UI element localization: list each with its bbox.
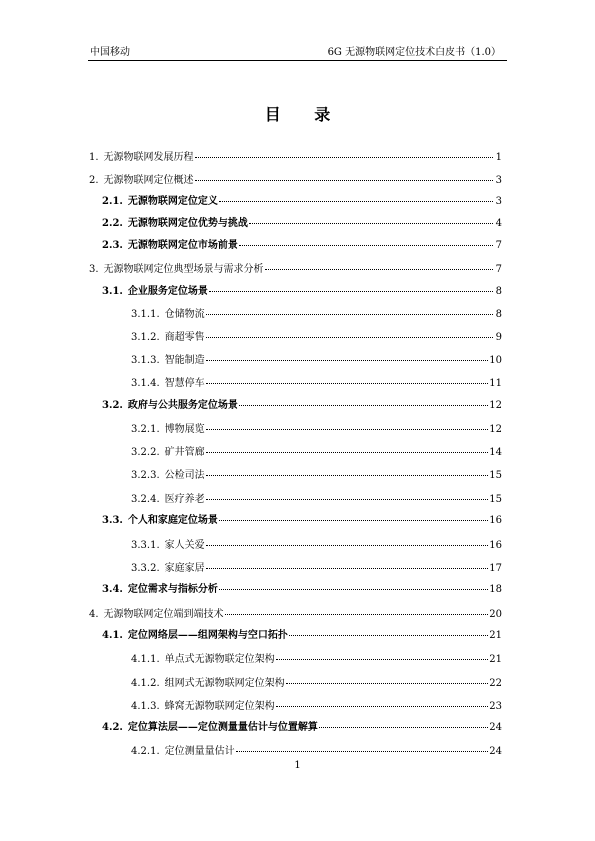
toc-entry-number: 2.2. — [102, 218, 123, 229]
toc-entry-label: 无源物联网定位典型场景与需求分析 — [103, 264, 264, 275]
toc-entry-number: 4.1.1. — [131, 654, 160, 665]
toc-entry-page: 3 — [495, 175, 502, 186]
toc-entry[interactable] — [131, 470, 502, 482]
toc-entry[interactable] — [131, 355, 502, 367]
toc-entry-label: 无源物联网定位概述 — [103, 175, 194, 186]
dot-leader — [276, 706, 489, 707]
toc-entry[interactable] — [131, 378, 502, 390]
toc-entry-number: 4.1.2. — [131, 678, 160, 689]
toc-entry[interactable] — [131, 746, 502, 758]
toc-entry-page: 16 — [489, 515, 502, 526]
toc-entry[interactable] — [102, 722, 502, 734]
toc-entry-number: 2.1. — [102, 196, 123, 207]
dot-leader — [219, 589, 488, 590]
toc-entry-number: 3.1.3. — [131, 355, 160, 366]
header-right: 6G 无源物联网定位技术白皮书（1.0） — [327, 47, 501, 58]
toc-entry-page: 24 — [489, 746, 502, 757]
toc-entry-number: 4.1.3. — [131, 701, 160, 712]
toc-entry-number: 2. — [89, 175, 99, 186]
toc-entry-label: 组网式无源物联网定位架构 — [164, 678, 285, 689]
toc-entry[interactable] — [102, 286, 502, 298]
toc-entry-label: 公检司法 — [164, 470, 205, 481]
toc-entry-page: 21 — [489, 654, 502, 665]
toc-entry-label: 商超零售 — [164, 332, 205, 343]
toc-entry[interactable] — [131, 309, 502, 321]
page-number: 1 — [294, 760, 301, 771]
toc-entry-page: 16 — [489, 540, 502, 551]
toc-entry-label: 无源物联网定位端到端技术 — [103, 609, 224, 620]
dot-leader — [195, 180, 493, 181]
toc-entry[interactable] — [131, 424, 502, 436]
toc-entry-label: 政府与公共服务定位场景 — [127, 400, 238, 411]
toc-entry-label: 个人和家庭定位场景 — [127, 515, 218, 526]
dot-leader — [276, 659, 489, 660]
toc-entry-page: 24 — [489, 722, 502, 733]
dot-leader — [286, 683, 489, 684]
toc-entry-number: 3.2.2. — [131, 447, 160, 458]
dot-leader — [206, 337, 493, 338]
dot-leader — [206, 568, 489, 569]
toc-entry[interactable] — [131, 678, 502, 690]
toc-entry-label: 定位算法层——定位测量量估计与位置解算 — [127, 722, 318, 733]
toc-entry-number: 3.1.4. — [131, 378, 160, 389]
toc-entry-number: 4. — [89, 609, 99, 620]
toc-entry-label: 单点式无源物联定位架构 — [164, 654, 275, 665]
toc-entry[interactable] — [131, 701, 502, 713]
page-title: 目 录 — [264, 105, 345, 124]
toc-entry[interactable] — [89, 264, 502, 276]
dot-leader — [219, 520, 488, 521]
toc-entry-number: 4.2. — [102, 722, 123, 733]
toc-entry-number: 4.1. — [102, 630, 123, 641]
toc-entry-label: 无源物联网定位定义 — [127, 196, 218, 207]
toc-entry-number: 3.3.1. — [131, 540, 160, 551]
toc-entry-page: 8 — [495, 286, 502, 297]
dot-leader — [289, 635, 488, 636]
toc-entry[interactable] — [131, 563, 502, 575]
toc-entry-page: 3 — [495, 196, 502, 207]
toc-entry-page: 15 — [489, 470, 502, 481]
toc-entry-page: 11 — [489, 378, 502, 389]
toc-entry-page: 7 — [495, 240, 502, 251]
dot-leader — [206, 383, 489, 384]
toc-entry-number: 3.3.2. — [131, 563, 160, 574]
toc-entry[interactable] — [102, 630, 502, 642]
toc-entry-page: 9 — [495, 332, 502, 343]
toc-entry-page: 20 — [489, 609, 502, 620]
header-left: 中国移动 — [90, 47, 130, 58]
toc-entry-page: 1 — [495, 152, 502, 163]
toc-entry[interactable] — [89, 175, 502, 187]
dot-leader — [206, 452, 489, 453]
toc-entry[interactable] — [102, 584, 502, 596]
toc-entry-label: 博物展览 — [164, 424, 205, 435]
dot-leader — [206, 499, 489, 500]
toc-entry-label: 矿井管廊 — [164, 447, 205, 458]
toc-entry-number: 3.2.3. — [131, 470, 160, 481]
toc-entry-page: 4 — [495, 218, 502, 229]
toc-entry-label: 智慧停车 — [164, 378, 205, 389]
toc-entry-number: 3.2.1. — [131, 424, 160, 435]
dot-leader — [239, 245, 493, 246]
toc-entry-page: 10 — [489, 355, 502, 366]
toc-entry-number: 3.1.2. — [131, 332, 160, 343]
toc-entry-page: 17 — [489, 563, 502, 574]
toc-entry-label: 定位测量量估计 — [164, 746, 235, 757]
dot-leader — [206, 360, 489, 361]
toc-entry[interactable] — [89, 609, 502, 621]
toc-entry-label: 蜂窝无源物联网定位架构 — [164, 701, 275, 712]
dot-leader — [206, 314, 493, 315]
toc-entry-page: 21 — [489, 630, 502, 641]
toc-entry-label: 无源物联网发展历程 — [103, 152, 194, 163]
toc-entry-page: 12 — [489, 400, 502, 411]
toc-entry-number: 4.2.1. — [131, 746, 160, 757]
toc-entry-number: 2.3. — [102, 240, 123, 251]
dot-leader — [249, 223, 493, 224]
toc-entry[interactable] — [131, 654, 502, 666]
toc-entry-number: 3.4. — [102, 584, 123, 595]
dot-leader — [206, 429, 489, 430]
toc-entry-page: 23 — [489, 701, 502, 712]
dot-leader — [265, 269, 493, 270]
dot-leader — [239, 405, 488, 406]
toc-entry-number: 3. — [89, 264, 99, 275]
toc-entry-number: 1. — [89, 152, 99, 163]
toc-entry[interactable] — [131, 332, 502, 344]
dot-leader — [209, 291, 493, 292]
dot-leader — [225, 614, 489, 615]
toc-entry-page: 15 — [489, 494, 502, 505]
toc-entry-label: 家人关爱 — [164, 540, 205, 551]
toc-entry-number: 3.2. — [102, 400, 123, 411]
toc-entry-number: 3.1. — [102, 286, 123, 297]
toc-entry-label: 医疗养老 — [164, 494, 205, 505]
toc-entry-page: 22 — [489, 678, 502, 689]
toc-entry-page: 8 — [495, 309, 502, 320]
toc-entry-label: 仓储物流 — [164, 309, 205, 320]
toc-entry-page: 12 — [489, 424, 502, 435]
toc-entry-number: 3.1.1. — [131, 309, 160, 320]
toc-entry-label: 智能制造 — [164, 355, 205, 366]
toc-entry[interactable] — [89, 152, 502, 164]
toc-entry-label: 家庭家居 — [164, 563, 205, 574]
toc-entry-number: 3.2.4. — [131, 494, 160, 505]
toc-entry[interactable] — [102, 196, 502, 208]
toc-entry-page: 14 — [489, 447, 502, 458]
dot-leader — [195, 157, 493, 158]
toc-entry-label: 企业服务定位场景 — [127, 286, 208, 297]
toc-entry-label: 无源物联网定位市场前景 — [127, 240, 238, 251]
toc-entry[interactable] — [131, 494, 502, 506]
dot-leader — [206, 475, 489, 476]
dot-leader — [206, 545, 489, 546]
toc-entry-page: 18 — [489, 584, 502, 595]
toc-entry[interactable] — [102, 400, 502, 412]
toc-entry[interactable] — [131, 447, 502, 459]
toc-entry-number: 3.3. — [102, 515, 123, 526]
dot-leader — [219, 201, 493, 202]
toc-entry[interactable] — [102, 240, 502, 252]
toc-entry[interactable] — [131, 540, 502, 552]
dot-leader — [319, 727, 488, 728]
toc-entry-label: 定位需求与指标分析 — [127, 584, 218, 595]
toc-entry-label: 无源物联网定位优势与挑战 — [127, 218, 248, 229]
toc-entry-label: 定位网络层——组网架构与空口拓扑 — [127, 630, 288, 641]
toc-entry[interactable] — [102, 515, 502, 527]
dot-leader — [236, 751, 489, 752]
toc-entry-page: 7 — [495, 264, 502, 275]
toc-entry[interactable] — [102, 218, 502, 230]
